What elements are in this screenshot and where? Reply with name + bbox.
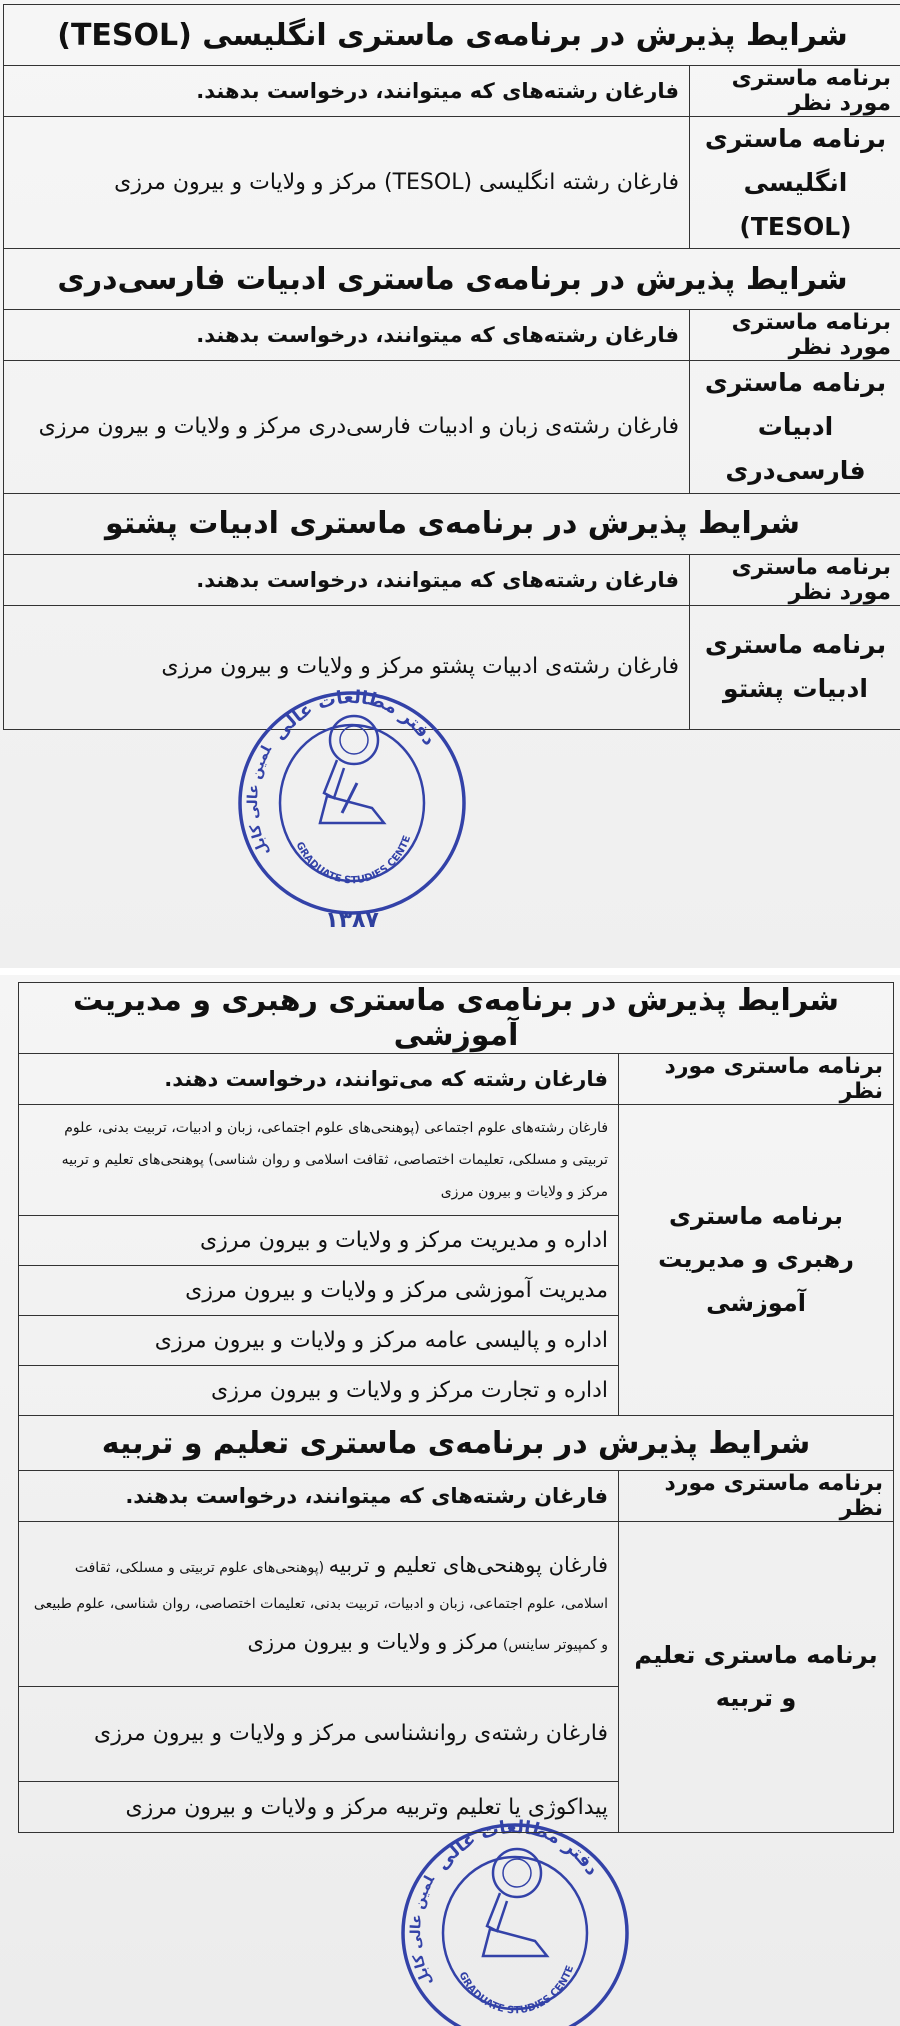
section-title-row xyxy=(19,983,894,1054)
eligible-public-policy: اداره و پالیسی عامه مرکز و ولایات و بیرون مرزی xyxy=(19,1316,619,1366)
eligible-column-header: فارغان رشته‌های که میتوانند، درخواست بدهند. xyxy=(4,310,690,361)
admission-table-page-1 xyxy=(3,4,900,730)
section-title-row xyxy=(4,5,900,66)
eligible-psychology: فارغان رشته‌ی روانشناسی مرکز و ولایات و بیرون مرزی xyxy=(19,1687,619,1782)
header-row xyxy=(4,310,900,361)
official-stamp xyxy=(232,688,472,958)
header-row xyxy=(4,66,900,117)
stamp-top-text: دفتر مطالعات عالی xyxy=(431,1818,603,1880)
stamp-seal-icon xyxy=(395,1818,635,2026)
eligible-description-education-faculties xyxy=(19,1522,619,1687)
program-row xyxy=(19,1522,894,1687)
program-row xyxy=(4,117,900,249)
section-title-leadership: شرایط پذیرش در برنامه‌ی ماستری رهبری و مدیریت آموزشی xyxy=(19,983,894,1054)
eligible-column-header: فارغان رشته‌های که میتوانند، درخواست بدهند. xyxy=(4,554,690,605)
eligible-tail-text: مرکز و ولایات و بیرون مرزی xyxy=(247,1630,499,1655)
section-title-pashto: شرایط پذیرش در برنامه‌ی ماستری ادبیات پشتو xyxy=(4,493,900,554)
header-row xyxy=(19,1054,894,1105)
eligible-educational-management: مدیریت آموزشی مرکز و ولایات و بیرون مرزی xyxy=(19,1266,619,1316)
stamp-top-text: دفتر مطالعات عالی xyxy=(268,688,440,750)
program-column-header: برنامه ماستری مورد نظر xyxy=(619,1054,894,1105)
stamp-side-text: لمین عالی کابل xyxy=(244,742,276,858)
section-title-row xyxy=(4,493,900,554)
section-title-education: شرایط پذیرش در برنامه‌ی ماستری تعلیم و تربیه xyxy=(19,1416,894,1471)
program-column-header: برنامه ماستری مورد نظر xyxy=(690,66,900,117)
program-name-education: برنامه ماستری تعلیم و تربیه xyxy=(619,1522,894,1833)
eligible-column-header: فارغان رشته‌های که میتوانند، درخواست بدهند. xyxy=(19,1471,619,1522)
svg-text:دارالمعلمین عالی کابل xyxy=(395,1818,438,1988)
svg-text:دارالمعلمین عالی کابل xyxy=(232,688,275,858)
program-row xyxy=(19,1105,894,1216)
eligible-description-farsi-dari: فارغان رشته‌ی زبان و ادبیات فارسی‌دری مرکز و ولایات و بیرون مرزی xyxy=(4,361,690,493)
eligible-description-tesol: فارغان رشته انگلیسی (TESOL) مرکز و ولایات و بیرون مرزی xyxy=(4,117,690,249)
program-name-tesol: برنامه ماستری انگلیسی (TESOL) xyxy=(690,117,900,249)
stamp-year: ۱۳۸۷ xyxy=(325,908,379,933)
program-column-header: برنامه ماستری مورد نظر xyxy=(619,1471,894,1522)
program-name-pashto: برنامه ماستری ادبیات پشتو xyxy=(690,605,900,729)
eligible-column-header: فارغان رشته که می‌توانند، درخواست دهند. xyxy=(19,1054,619,1105)
official-stamp xyxy=(395,1818,635,2026)
program-row xyxy=(4,361,900,493)
eligible-pedagogy: پیداکوژی یا تعلیم وتربیه مرکز و ولایات و بیرون مرزی xyxy=(19,1782,619,1833)
section-title-tesol: شرایط پذیرش در برنامه‌ی ماستری انگلیسی (TESOL) xyxy=(4,5,900,66)
stamp-bottom-text: GRADUATE STUDIES CENTE xyxy=(456,1964,577,2017)
program-column-header: برنامه ماستری مورد نظر xyxy=(690,310,900,361)
eligible-management: اداره و مدیریت مرکز و ولایات و بیرون مرزی xyxy=(19,1216,619,1266)
page-divider xyxy=(0,968,900,975)
eligible-description-social-sciences: فارغان رشته‌های علوم اجتماعی (پوهنحی‌های علوم اجتماعی، زبان و ادبیات، تربیت بدنی، علوم تربیتی و مسلکی، تعلیمات اختصاصی، ثقافت اسلامی و روان شناسی) پوهنحی‌های تعلیم و تربیه مرکز و ولایات و بیرون مرزی xyxy=(19,1105,619,1216)
section-title-row xyxy=(19,1416,894,1471)
stamp-seal-icon xyxy=(232,688,472,918)
stamp-bottom-text: GRADUATE STUDIES CENTE xyxy=(293,834,414,887)
stamp-side-text: لمین عالی کابل xyxy=(407,1872,439,1988)
section-title-row xyxy=(4,249,900,310)
eligible-column-header: فارغان رشته‌های که میتوانند، درخواست بدهند. xyxy=(4,66,690,117)
document-page-1 xyxy=(0,0,900,968)
eligible-business-admin: اداره و تجارت مرکز و ولایات و بیرون مرزی xyxy=(19,1366,619,1416)
program-name-farsi-dari: برنامه ماستری ادبیات فارسی‌دری xyxy=(690,361,900,493)
admission-table-page-2 xyxy=(18,982,894,1833)
header-row xyxy=(4,554,900,605)
program-column-header: برنامه ماستری مورد نظر xyxy=(690,554,900,605)
eligible-detail-text: (پوهنحی‌های علوم تربیتی و مسلکی، ثقافت اسلامی، علوم اجتماعی، زبان و ادبیات، تربیت بدنی، تعلیمات اختصاصی، روان شناسی، علوم طبیعی و کمپیوتر ساینس) xyxy=(33,1560,609,1654)
section-title-farsi-dari: شرایط پذیرش در برنامه‌ی ماستری ادبیات فارسی‌دری xyxy=(4,249,900,310)
svg-text:دفتر مطالعات عالی xyxy=(269,688,440,749)
header-row xyxy=(19,1471,894,1522)
eligible-description-pashto: فارغان رشته‌ی ادبیات پشتو مرکز و ولایات و بیرون مرزی xyxy=(4,605,690,729)
program-name-leadership: برنامه ماستری رهبری و مدیریت آموزشی xyxy=(619,1105,894,1416)
eligible-lead-text: فارغان پوهنحی‌های تعلیم و تربیه xyxy=(328,1553,609,1578)
